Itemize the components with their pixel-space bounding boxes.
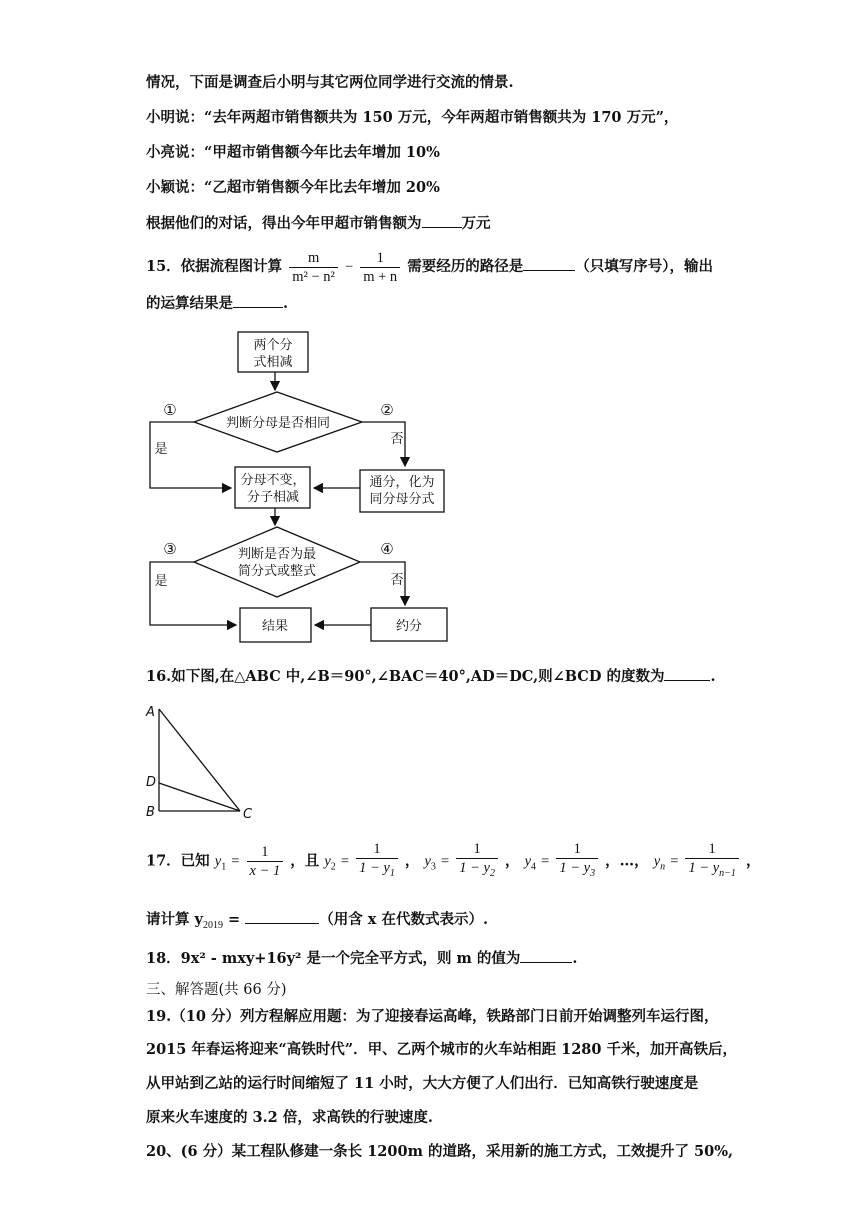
text-line: 小明说：“去年两超市销售额共为 150 万元，今年两超市销售额共为 170 万元”， xyxy=(146,109,679,126)
answer-blank xyxy=(520,948,572,963)
denominator-text: 1 − y xyxy=(459,860,490,876)
operator: = xyxy=(440,853,450,870)
no-label: 否 xyxy=(390,432,404,447)
question-16 xyxy=(146,666,716,687)
path-number-1: ① xyxy=(163,401,177,419)
denominator: x − 1 xyxy=(247,861,284,880)
no-label: 否 xyxy=(390,573,404,588)
denominator xyxy=(556,858,598,883)
answer-blank xyxy=(664,666,710,681)
vertex-c-label: C xyxy=(243,807,253,822)
text-line: 19.（10 分）列方程解应用题：为了迎接春运高峰，铁路部门日前开始调整列车运行图， xyxy=(146,1008,719,1025)
variable: y xyxy=(214,853,222,870)
section-heading: 三、解答题(共 66 分) xyxy=(146,982,287,998)
operator: = xyxy=(541,853,550,870)
denominator xyxy=(356,858,398,883)
text-line: 从甲站到乙站的运行时间缩短了 11 小时，大大方便了人们出行．已知高铁行驶速度是 xyxy=(146,1075,699,1092)
vertex-d-label: D xyxy=(146,775,157,790)
text-line: 原来火车速度的 3.2 倍，求高铁的行驶速度. xyxy=(146,1109,433,1126)
text-fragment: ， xyxy=(404,852,420,870)
result-label: 结果 xyxy=(261,619,289,634)
subscript: 4 xyxy=(531,861,537,873)
numerator: 1 xyxy=(261,843,269,860)
text-line: 2015 年春运将迎来“高铁时代”．甲、乙两个城市的火车站相距 1280 千米，加开高铁后， xyxy=(146,1041,738,1058)
text-fragment: 15．依据流程图计算 xyxy=(146,258,283,275)
fraction xyxy=(247,843,284,880)
variable: y xyxy=(524,853,532,870)
start-label-1: 两个分 xyxy=(253,338,293,353)
numerator: 1 xyxy=(373,841,381,857)
text-fragment: ， xyxy=(505,852,520,870)
text-fragment: 请计算 y xyxy=(146,911,203,928)
fraction xyxy=(356,840,398,883)
vertex-a-label: A xyxy=(146,705,155,720)
path-number-3: ③ xyxy=(163,540,177,558)
subscript: 2019 xyxy=(202,919,223,931)
denominator-text: 1 − y xyxy=(559,860,591,876)
text-fragment: 16.如下图,在△ABC 中,∠B＝90°,∠BAC＝40°,AD＝DC,则∠BCD 的度数为 xyxy=(146,668,665,685)
decision-diamond-2 xyxy=(194,527,360,597)
text-line: 20、(6 分）某工程队修建一条长 1200m 的道路，采用新的施工方式，工效提升了 50%, xyxy=(146,1143,734,1160)
variable: y xyxy=(324,853,331,870)
path-number-2: ② xyxy=(380,401,394,419)
fraction xyxy=(456,840,498,883)
text-fragment: （只填写序号），输出 xyxy=(575,258,713,275)
denominator xyxy=(685,858,738,883)
text-line: 小亮说：“甲超市销售额今年比去年增加 10% xyxy=(146,144,440,161)
subtract-label-1: 分母不变， xyxy=(240,473,306,488)
text-fragment: ，…， xyxy=(605,852,649,870)
subscript: 3 xyxy=(590,867,596,879)
subscript: 3 xyxy=(430,861,436,873)
text-fragment: . xyxy=(572,950,578,967)
numerator: m xyxy=(307,249,320,266)
variable: y xyxy=(424,853,431,870)
denominator-text: 1 − y xyxy=(688,860,720,876)
numerator: 1 xyxy=(473,841,481,857)
text-line xyxy=(146,909,488,936)
text-fragment: 的运算结果是 xyxy=(146,295,233,312)
numerator: 1 xyxy=(376,249,384,266)
path-number-4: ④ xyxy=(380,540,394,558)
denominator: m² − n² xyxy=(289,267,338,286)
text-fragment: 18．9x² - mxy+16y² 是一个完全平方式，则 m 的值为 xyxy=(146,950,521,967)
side-ac xyxy=(159,709,240,811)
operator: − xyxy=(344,259,354,275)
denominator-text: 1 − y xyxy=(359,860,390,876)
text-fragment: 根据他们的对话，得出今年甲超市销售额为 xyxy=(146,215,422,232)
subscript: 1 xyxy=(389,867,395,879)
text-fragment: （用含 x 在代数式表示）. xyxy=(319,911,489,928)
numerator: 1 xyxy=(708,841,716,857)
segment-dc xyxy=(159,783,240,811)
text-line: 情况，下面是调查后小明与其它两位同学进行交流的情景. xyxy=(146,74,514,91)
text-fragment: . xyxy=(283,295,289,312)
decision-2-label-1: 判断是否为最 xyxy=(237,547,317,562)
text-line: 小颖说：“乙超市销售额今年比去年增加 20% xyxy=(146,179,440,196)
subscript: n−1 xyxy=(719,867,736,879)
common-label-2: 同分母分式 xyxy=(369,492,435,507)
variable: y xyxy=(653,853,661,870)
numerator: 1 xyxy=(573,841,581,857)
denominator: m + n xyxy=(360,267,400,286)
text-fragment: . xyxy=(710,668,716,685)
vertex-b-label: B xyxy=(146,805,155,820)
answer-blank xyxy=(245,909,319,924)
text-fragment: = xyxy=(222,911,246,928)
question-17 xyxy=(146,840,760,888)
reduce-label: 约分 xyxy=(395,619,423,634)
decision-1-label: 判断分母是否相同 xyxy=(225,416,331,431)
question-18 xyxy=(146,948,577,969)
subscript: n xyxy=(660,861,666,873)
fraction xyxy=(556,840,598,883)
subscript: 1 xyxy=(221,861,227,873)
yes-label: 是 xyxy=(154,574,168,589)
triangle-figure xyxy=(140,700,270,825)
text-fragment: ， xyxy=(745,852,761,870)
text-fragment: 万元 xyxy=(461,215,491,232)
text-fragment: 17．已知 xyxy=(146,852,210,870)
denominator xyxy=(456,858,498,883)
operator: = xyxy=(340,853,350,870)
text-fragment: ，且 xyxy=(290,852,320,870)
subscript: 2 xyxy=(330,861,336,873)
subscript: 2 xyxy=(489,867,495,879)
decision-2-label-2: 简分式或整式 xyxy=(237,564,317,579)
operator: = xyxy=(231,853,240,870)
text-fragment: 需要经历的路径是 xyxy=(407,258,524,275)
fraction xyxy=(685,840,738,883)
yes-label: 是 xyxy=(154,442,168,457)
subtract-label-2: 分子相减 xyxy=(246,490,300,505)
operator: = xyxy=(670,853,679,870)
common-label-1: 通分，化为 xyxy=(369,475,435,490)
start-label-2: 式相减 xyxy=(253,355,293,370)
